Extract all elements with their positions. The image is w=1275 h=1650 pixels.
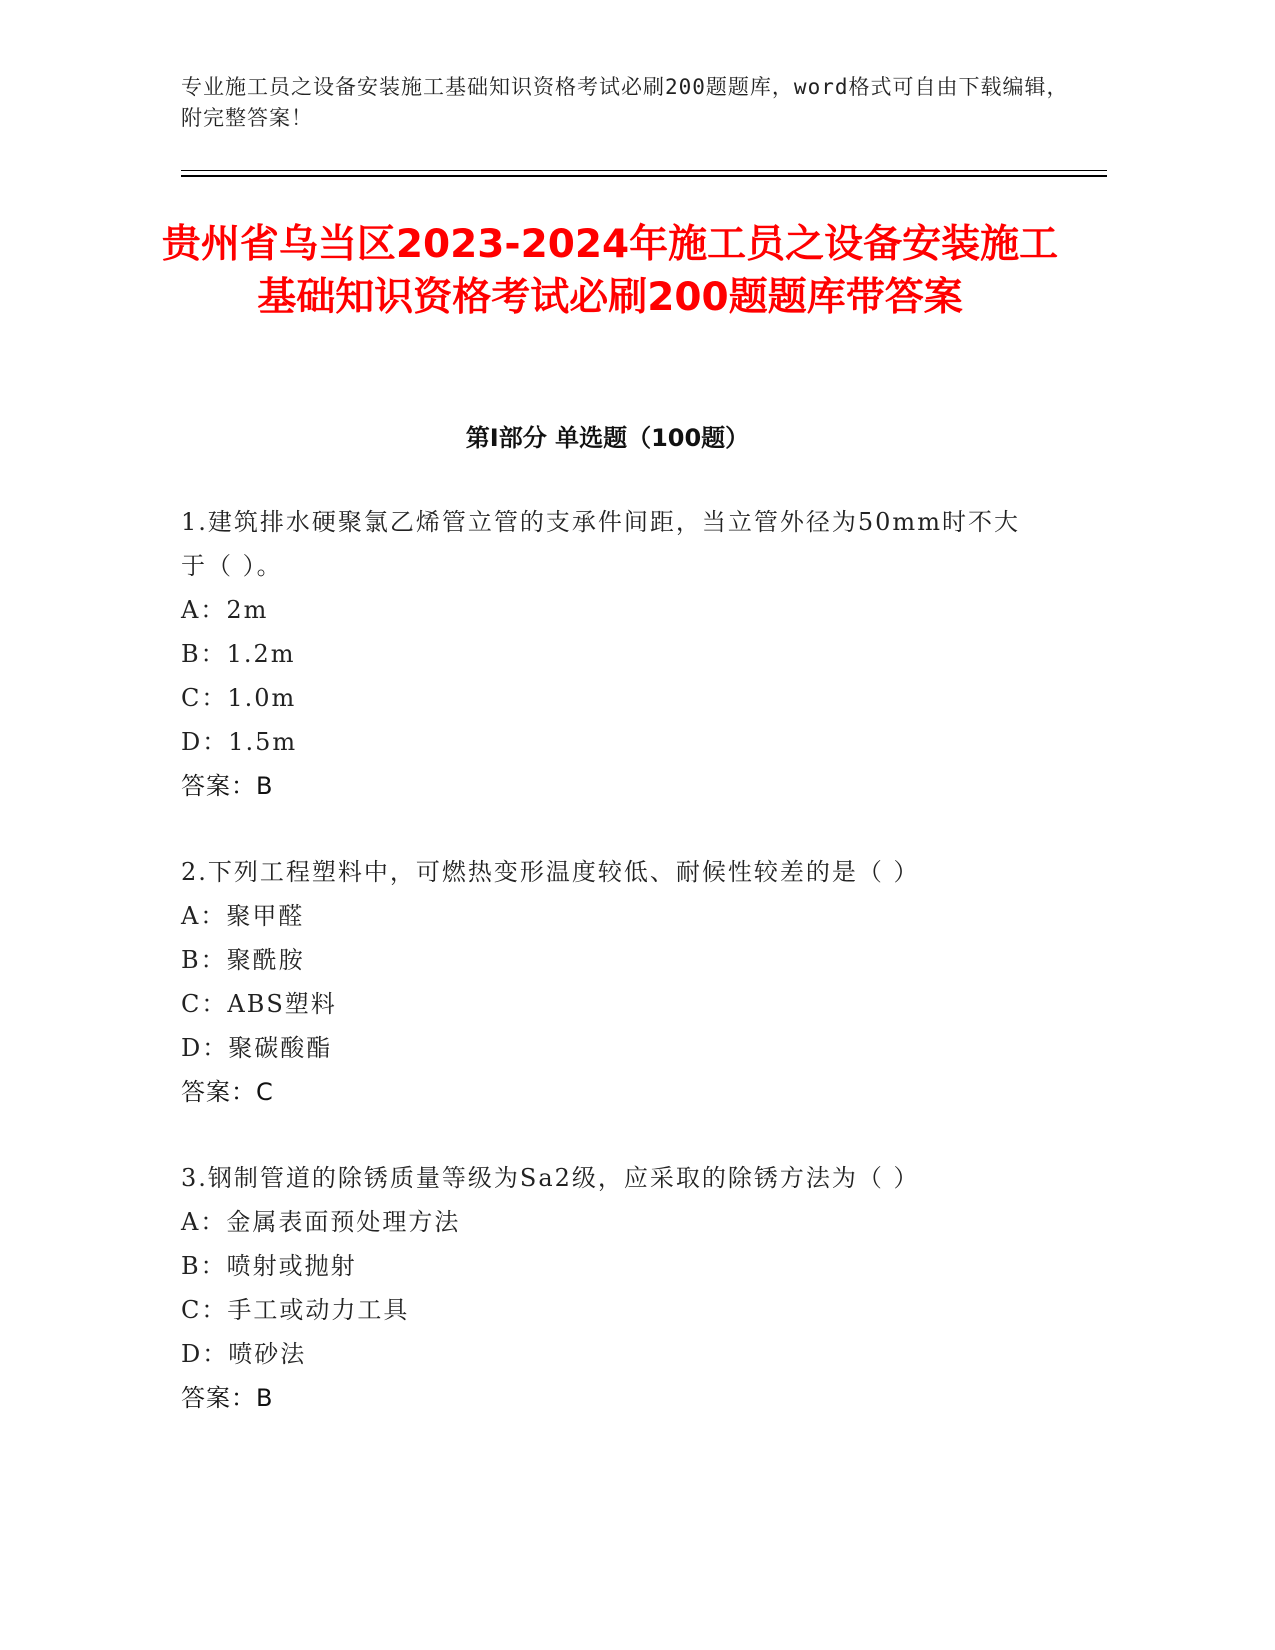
option-a: A：聚甲醛 bbox=[181, 902, 305, 930]
question-item bbox=[181, 1156, 1041, 1420]
section-heading: 第Ⅰ部分 单选题（100题） bbox=[465, 424, 750, 452]
option-d: D：1.5m bbox=[181, 728, 298, 756]
question-item bbox=[181, 500, 1041, 808]
option-b: B：聚酰胺 bbox=[181, 946, 305, 974]
question-item bbox=[181, 850, 1041, 1114]
question-list bbox=[181, 500, 1041, 1462]
header-divider-thin bbox=[181, 170, 1107, 171]
question-stem: 1.建筑排水硬聚氯乙烯管立管的支承件间距，当立管外径为50mm时不大于（ ）。 bbox=[181, 508, 1020, 580]
header-divider-thick bbox=[181, 175, 1107, 177]
option-c: C：手工或动力工具 bbox=[181, 1296, 410, 1324]
question-stem: 2.下列工程塑料中，可燃热变形温度较低、耐候性较差的是（ ） bbox=[181, 858, 920, 886]
question-stem: 3.钢制管道的除锈质量等级为Sa2级，应采取的除锈方法为（ ） bbox=[181, 1164, 920, 1192]
option-c: C：ABS塑料 bbox=[181, 990, 337, 1018]
document-title: 贵州省乌当区2023-2024年施工员之设备安装施工基础知识资格考试必刷200题题库带答案 bbox=[161, 222, 1059, 320]
header-note: 专业施工员之设备安装施工基础知识资格考试必刷200题题库，word格式可自由下载编辑，附完整答案！ bbox=[181, 75, 1069, 130]
option-b: B：1.2m bbox=[181, 640, 296, 668]
answer-line: 答案：B bbox=[181, 772, 274, 800]
option-b: B：喷射或抛射 bbox=[181, 1252, 357, 1280]
option-a: A：2m bbox=[181, 596, 269, 624]
option-d: D：聚碳酸酯 bbox=[181, 1034, 333, 1062]
answer-line: 答案：B bbox=[181, 1384, 274, 1412]
option-d: D：喷砂法 bbox=[181, 1340, 307, 1368]
option-c: C：1.0m bbox=[181, 684, 297, 712]
answer-line: 答案：C bbox=[181, 1078, 274, 1106]
option-a: A：金属表面预处理方法 bbox=[181, 1208, 461, 1236]
